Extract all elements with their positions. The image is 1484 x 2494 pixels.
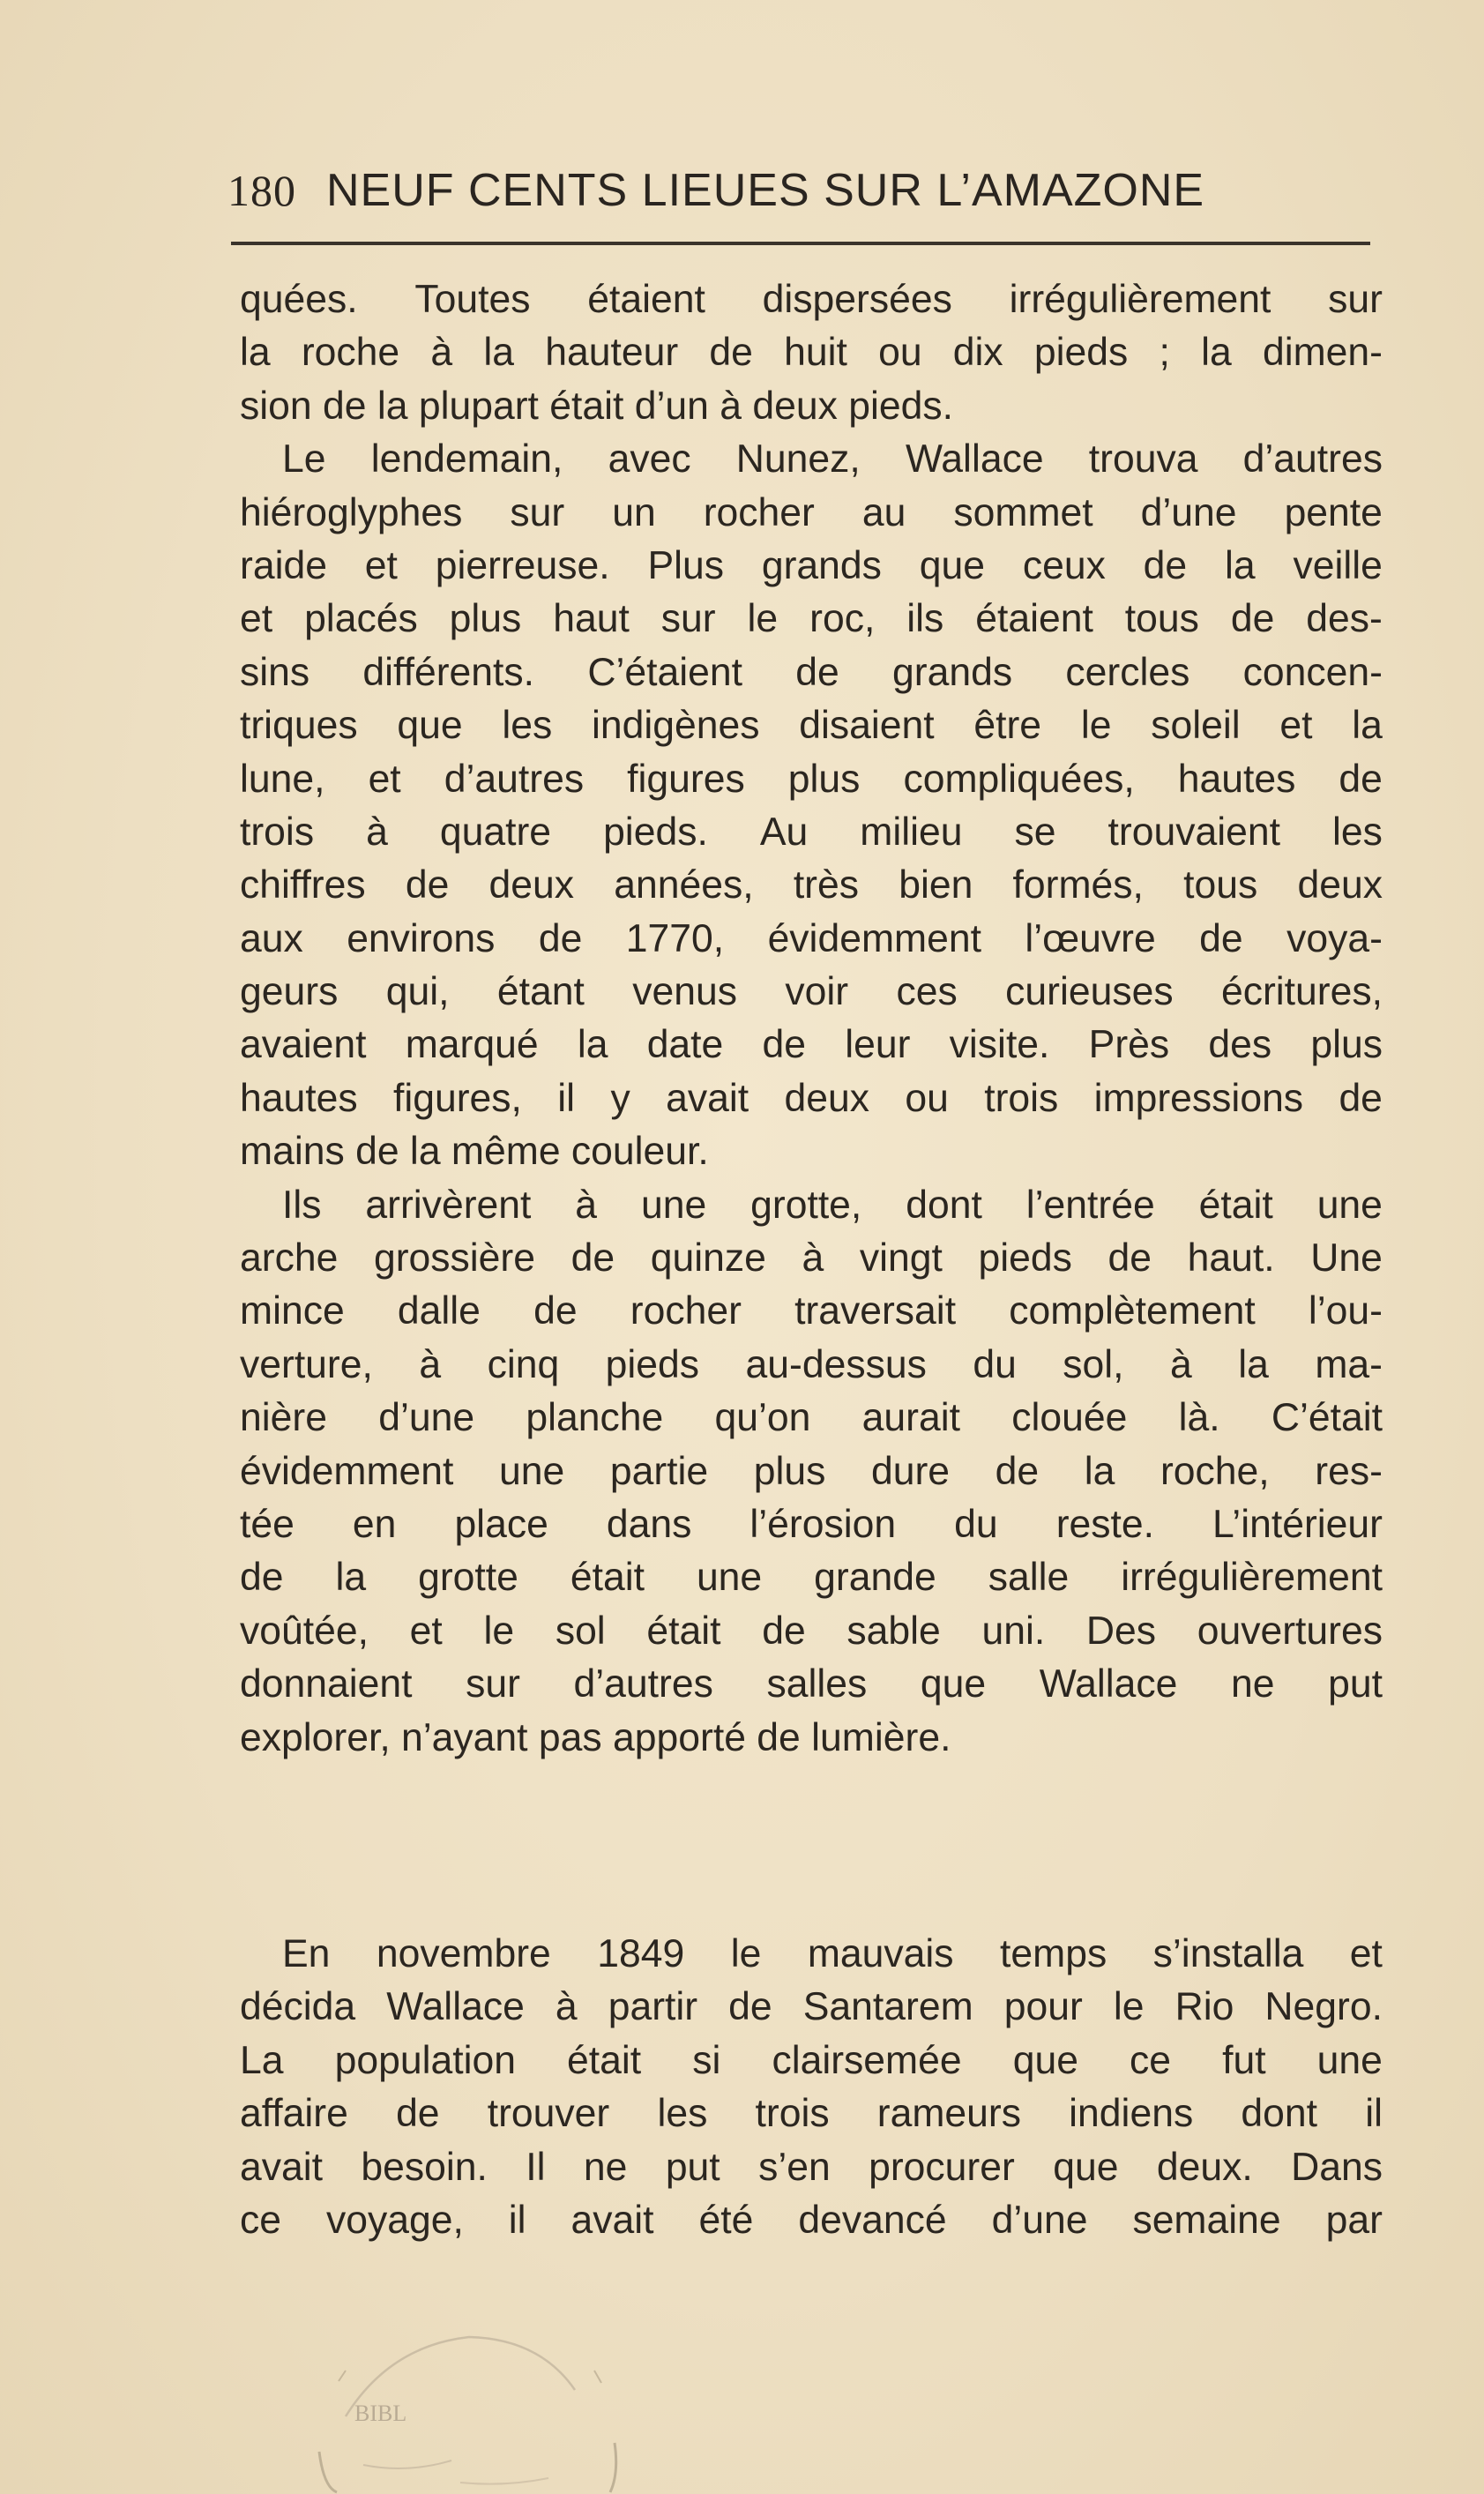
- text-line: sins différents. C’étaient de grands cercles concen-: [240, 650, 1383, 694]
- stamp-text: BIBL: [354, 2401, 407, 2426]
- text-line: hautes figures, il y avait deux ou trois impressions de: [240, 1076, 1383, 1120]
- text-line: quées. Toutes étaient dispersées irrégulièrement sur: [240, 278, 1383, 321]
- text-line: sion de la plupart était d’un à deux pieds.: [240, 384, 953, 428]
- running-head: [227, 164, 1374, 235]
- header-rule: [231, 242, 1370, 245]
- text-line: verture, à cinq pieds au-dessus du sol, à la ma-: [240, 1342, 1383, 1386]
- text-line: tée en place dans l’érosion du reste. L’intérieur: [240, 1502, 1383, 1546]
- text-line: geurs qui, étant venus voir ces curieuses écritures,: [240, 970, 1383, 1014]
- paragraph-4: [240, 1928, 1383, 2247]
- text-line: arche grossière de quinze à vingt pieds de haut. Une: [240, 1236, 1383, 1281]
- text-line: explorer, n’ayant pas apporté de lumière.: [240, 1715, 951, 1759]
- paragraph-3: [240, 1179, 1383, 1765]
- text-line: évidemment une partie plus dure de la roche, res-: [240, 1449, 1383, 1493]
- stamp-seal-icon: [284, 2284, 637, 2494]
- text-line: aux environs de 1770, évidemment l’œuvre de voya-: [240, 916, 1383, 960]
- text-line: chiffres de deux années, très bien formés, tous deux: [240, 863, 1383, 907]
- text-line: la roche à la hauteur de huit ou dix pieds ; la dimen-: [240, 331, 1383, 375]
- paragraph-1: [240, 273, 1383, 433]
- text-line: Ils arrivèrent à une grotte, dont l’entrée était une: [282, 1183, 1383, 1227]
- text-line: trois à quatre pieds. Au milieu se trouvaient les: [240, 810, 1383, 854]
- running-title: NEUF CENTS LIEUES SUR L’AMAZONE: [326, 165, 1205, 216]
- text-line: La population était si clairsemée que ce fut une: [240, 2038, 1383, 2082]
- library-stamp: [284, 2284, 637, 2494]
- text-line: mains de la même couleur.: [240, 1130, 709, 1174]
- text-block-main: [240, 273, 1383, 1765]
- text-line: avaient marqué la date de leur visite. Près des plus: [240, 1023, 1383, 1067]
- text-line: triques que les indigènes disaient être le soleil et la: [240, 704, 1383, 748]
- text-line: ce voyage, il avait été devancé d’une semaine par: [240, 2198, 1383, 2242]
- text-line: mince dalle de rocher traversait complètement l’ou-: [240, 1289, 1383, 1333]
- text-block-section: [240, 1928, 1383, 2247]
- text-line: En novembre 1849 le mauvais temps s’installa et: [282, 1932, 1383, 1975]
- text-line: et placés plus haut sur le roc, ils étaient tous de des-: [240, 597, 1383, 641]
- page-number: 180: [227, 166, 296, 215]
- text-line: décida Wallace à partir de Santarem pour le Rio Negro.: [240, 1985, 1383, 2029]
- text-line: hiéroglyphes sur un rocher au sommet d’une pente: [240, 490, 1383, 534]
- text-line: Le lendemain, avec Nunez, Wallace trouva d’autres: [282, 437, 1383, 482]
- text-line: voûtée, et le sol était de sable uni. Des ouvertures: [240, 1609, 1383, 1653]
- text-line: affaire de trouver les trois rameurs indiens dont il: [240, 2092, 1383, 2136]
- text-line: nière d’une planche qu’on aurait clouée là. C’était: [240, 1396, 1383, 1440]
- text-line: de la grotte était une grande salle irrégulièrement: [240, 1556, 1383, 1600]
- text-line: lune, et d’autres figures plus compliquées, hautes de: [240, 757, 1383, 801]
- text-line: donnaient sur d’autres salles que Wallace ne put: [240, 1662, 1383, 1706]
- paragraph-2: [240, 433, 1383, 1178]
- text-line: avait besoin. Il ne put s’en procurer que deux. Dans: [240, 2145, 1383, 2189]
- text-line: raide et pierreuse. Plus grands que ceux de la veille: [240, 543, 1383, 587]
